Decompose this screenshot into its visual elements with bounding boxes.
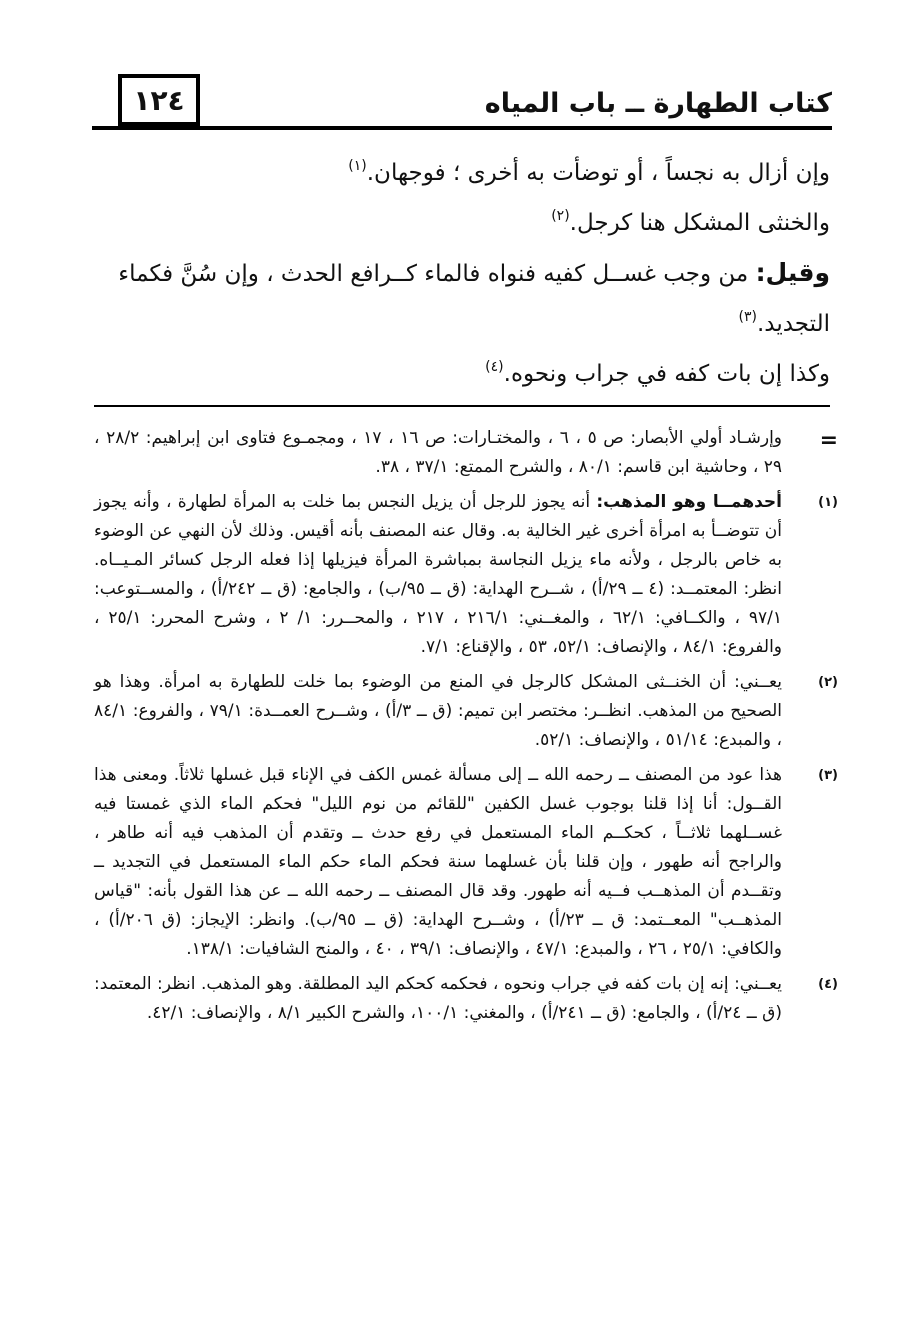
main-line-lead: وقيل: [755,258,830,287]
main-text [92,148,830,399]
footnote-body: هذا عود من المصنف ــ رحمه الله ــ إلى مسألة غمس الكف في الإناء قبل غسلها ثلاثاً. ومعنى هذا القــول: أنا إذا قلنا بوجوب غسل الكفين "للقائم من نوم الليل" فحكم الماء الذي غمستا فيه غســلهما ثلاثــاً ، كحكــم الماء المستعمل في رفع حدث ــ وتقدم أن المذهب فيه أنه طاهر ، والراجح أنه طهور ، وإن قلنا بأن غسلهما سنة فحكم الماء حكم الماء المستعمل في التجديد ــ وتقــدم أن المذهــب فــيه أنه طهور. وقد قال المصنف ــ رحمه الله ــ عن هذا القول بأنه: "قياس المذهــب" المعــتمد: ق ــ ٢٣/أ) ، وشــرح الهداية: (ق ــ ٩٥/ب). وانظر: الإيجاز: (ق ٢٠٦/أ) ، والكافي: ٢٥/١ ، ٢٦ ، والمبدع: ٤٧/١ ، والإنصاف: ٣٩/١ ، ٤٠ ، والمنح الشافيات: ١٣٨/١. [94,765,782,959]
footnote-body: أنه يجوز للرجل أن يزيل النجس بما خلت به المرأة لطهارة ، وأنه يجوز أن تتوضــأ به امرأة أخرى غير الخالية به. وقال عنه المصنف بأنه أقيس. وذلك لأن النهي عن الوضوء به خاص بالرجل ، ولأنه ماء يزيل النجاسة بمباشرة المرأة فيزيلها إذا فعله الرجل كسائر المـيــاه. انظر: المعتمــد: (٤ ــ ٢٩/أ) ، شــرح الهداية: (ق ــ ٩٥/ب) ، والجامع: (ق ــ ٢٤٢/أ) ، والمســتوعب: ٩٧/١ ، والكــافي: ٦٢/١ ، والمغــني: ٢١٦/١ ، ٢١٧ ، والمحــرر: ١/ ٢ ، وشرح المحرر: ٢٥/١ ، والفروع: ٨٤/١ ، والإنصاف: ٥٢/١، ٥٣ ، والإقناع: ٧/١. [94,492,783,657]
footnote-text [94,424,782,482]
running-title: كتاب الطهارة ــ باب المياه [484,88,832,119]
footnote-text [94,488,782,662]
main-line-4 [92,349,830,399]
footnote-body: يعــني: أن الخنــثى المشكل كالرجل في المنع من الوضوء بما خلت للطهارة به امرأة. وهذا هو الصحيح من المذهب. انظــر: مختصر ابن تميم: (ق ــ ٣/أ) ، وشــرح العمــدة: ٧٩/١ ، والفروع: ٨٤/١ ، والمبدع: ٥١/١٤ ، والإنصاف: ٥٢/١. [94,672,782,750]
footnotes [94,424,844,1034]
footnote-ref[interactable]: (٤) [485,359,504,375]
main-line-text: وإن أزال به نجساً ، أو توضأت به أخرى ؛ فوجهان. [366,160,830,186]
footnote-text [94,668,782,755]
footnote-marker: = [819,428,838,453]
main-line-3 [92,248,830,349]
footnote-marker: (٣) [818,768,838,783]
footnote-marker: (٢) [818,675,838,690]
page-header [92,72,832,132]
footnote-separator [94,405,830,407]
footnote-ref[interactable]: (٢) [551,208,570,224]
footnote-2 [94,668,844,755]
footnote-body: وإرشـاد أولي الأبصار: ص ٥ ، ٦ ، والمختـارات: ص ١٦ ، ١٧ ، ومجمـوع فتاوى ابن إبراهيم: ٢٨/٢ ، ٢٩ ، وحاشية ابن قاسم: ٨٠/١ ، والشرح الممتع: ٣٧/١ ، ٣٨. [94,428,783,477]
footnote-1 [94,488,844,662]
header-rule [92,126,832,130]
footnote-lead: أحدهمــا وهو المذهب: [596,492,783,512]
footnote-3 [94,761,844,964]
footnote-marker: (١) [818,495,838,510]
footnote-text [94,761,782,964]
main-line-text: من وجب غســل كفيه فنواه فالماء كــرافع الحدث ، وإن سُنَّ فكماء التجديد. [118,261,830,337]
footnote-body: يعــني: إنه إن بات كفه في جراب ونحوه ، فحكمه كحكم اليد المطلقة. وهو المذهب. انظر: المعتمد: (ق ــ ٢٤/أ) ، والجامع: (ق ــ ٢٤١/أ) ، والمغني: ١٠٠/١، والشرح الكبير ٨/١ ، والإنصاف: ٤٢/١. [94,974,782,1023]
page-number: ١٢٤ [118,74,200,126]
footnote-ref[interactable]: (١) [348,158,367,174]
footnote-marker: (٤) [818,977,838,992]
main-line-text: والخنثى المشكل هنا كرجل. [569,210,830,236]
main-line-2 [92,198,830,248]
footnote-text [94,970,782,1028]
footnote-4 [94,970,844,1028]
main-line-1 [92,148,830,198]
footnote-ref[interactable]: (٣) [738,309,757,325]
footnote-continued [94,424,844,482]
main-line-text: وكذا إن بات كفه في جراب ونحوه. [503,361,830,387]
